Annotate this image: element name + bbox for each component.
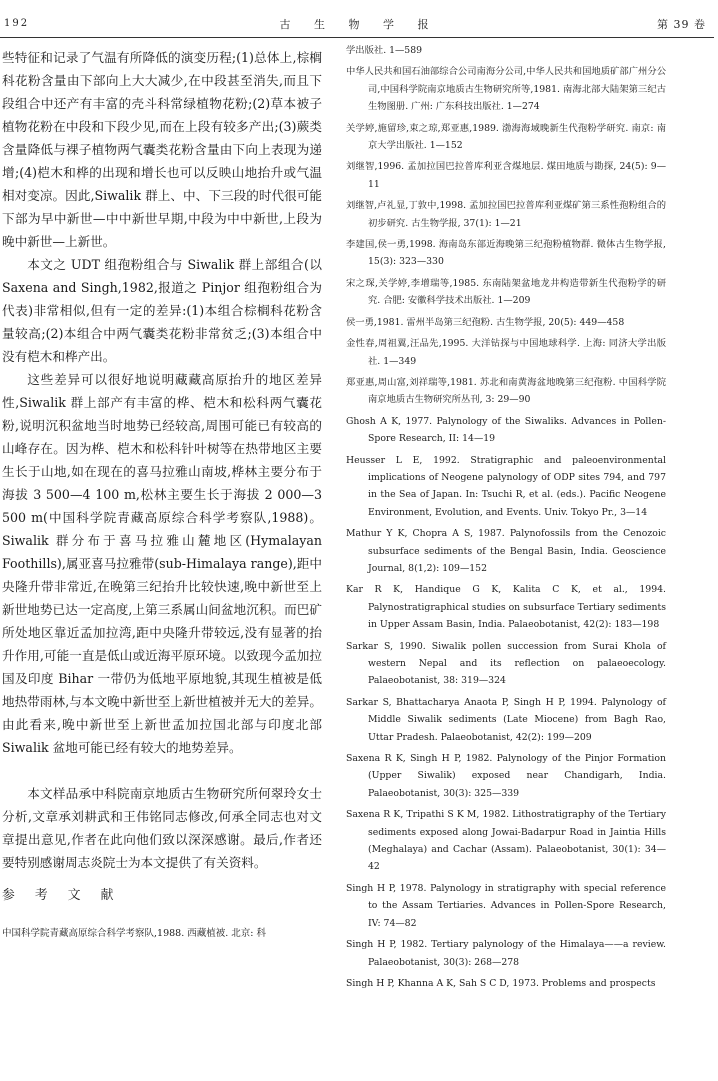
reference-entry: Mathur Y K, Chopra A S, 1987. Palynofossils from the Cenozoic subsurface sediments of the Bengal Basin, India. Geoscience Journal, 8(1,2): 109—152 <box>346 528 666 574</box>
references-column <box>346 42 666 996</box>
reference-entry: Singh H P, Khanna A K, Sah S C D, 1973. Problems and prospects <box>346 977 656 989</box>
reference-entry: 李建国,侯一勇,1998. 海南岛东部近海晚第三纪孢粉植物群. 微体古生物学报, 15(3): 323—330 <box>346 239 666 268</box>
reference-entry: 关学婷,施留珍,束之琼,郑亚惠,1989. 渤海海域晚新生代孢粉学研究. 南京: 南京大学出版社. 1—152 <box>346 122 666 152</box>
running-header <box>0 12 718 34</box>
journal-title: 古 生 物 学 报 <box>279 18 439 31</box>
paragraph-gap <box>2 759 322 782</box>
body-paragraph: 这些差异可以很好地说明藏藏高原抬升的地区差异性,Siwalik 群上部产有丰富的桦、桤木和松科两气囊花粉,说明沉积盆地当时地势已经较高,周围可能已有较高的山峰存在。因为桦、桤木和松科针叶树等在热带地区主要生长于山地,如在现在的喜马拉雅山南坡,桦林主要分布于海拔 3 500—4 100 m,松林主要生长于海拔 2 000—3 500 m(中国科学院青藏高原综合科学考察队,1988)。Siwalik 群分布于喜马拉雅山麓地区(Hymalayan Foothills),属亚喜马拉雅带(sub-Himalaya range),距中央隆升带非常近,在晚第三纪抬升比较快速,晚中新世至上新世地势已达一定高度,上第三系属山间盆地沉积。而巴矿所处地区靠近孟加拉湾,距中央隆升带较远,没有显著的抬升作用,可能一直是低山或近海平原环境。以致现今孟加拉国及印度 Bihar 一带仍为低地平原地貌,其现生植被是低地热带雨林,与本文晚中新世至上新世植被并无大的差异。由此看来,晚中新世至上新世孟加拉国北部与印度北部 Siwalik 盆地可能已经有较大的地势差异。 <box>2 372 322 755</box>
reference-entry: 宋之琛,关学婷,李增瑞等,1985. 东南陆架盆地龙井构造带新生代孢粉学的研究. 合肥: 安徽科学技术出版社. 1—209 <box>346 277 666 307</box>
reference-entry: 刘继智,1996. 孟加拉国巴拉普库利亚含煤地层. 煤田地质与勘探, 24(5): 9—11 <box>346 161 666 190</box>
reference-entry: Saxena R K, Tripathi S K M, 1982. Lithostratigraphy of the Tertiary sediments exposed along Jowai-Badarpur Road in Jaintia Hills (Meghalaya) and Cachar (Assam). Palaeobotanist, 30(1): 34—42 <box>346 809 666 873</box>
reference-entry: Singh H P, 1978. Palynology in stratigraphy with special reference to the Assam Tertiaries. Advances in Pollen-Spore Research, IV: 74—82 <box>346 882 666 929</box>
reference-entry: 中国科学院青藏高原综合科学考察队,1988. 西藏植被. 北京: 科 <box>2 928 266 939</box>
body-paragraph: 本文之 UDT 组孢粉组合与 Siwalik 群上部组合(以 Saxena and Singh,1982,报道之 Pinjor 组孢粉组合为代表)非常相似,但有一定的差异:(1)本组合棕榈科花粉含量较高;(2)本组合中两气囊类花粉非常贫乏;(3)本组合中没有桤木和桦产出。 <box>2 257 322 364</box>
reference-entry: 郑亚惠,周山富,刘祥瑞等,1981. 苏北和南黄海盆地晚第三纪孢粉. 中国科学院南京地质古生物研究所丛刊, 3: 29—90 <box>346 376 666 406</box>
reference-entry: 学出版社. 1—589 <box>346 45 423 56</box>
volume-label: 第 39 卷 <box>657 18 706 31</box>
reference-entry: Singh H P, 1982. Tertiary palynology of the Himalaya——a review. Palaeobotanist, 30(3): 268—278 <box>346 939 666 968</box>
reference-entry: Ghosh A K, 1977. Palynology of the Siwaliks. Advances in Pollen-Spore Research, II: 14—19 <box>346 415 666 445</box>
left-column <box>2 46 322 941</box>
reference-entry: 刘继智,卢礼显,丁敦中,1998. 孟加拉国巴拉普库利亚煤矿第三系性孢粉组合的初步研究. 古生物学报, 37(1): 1—21 <box>346 200 666 229</box>
reference-entry: Sarkar S, 1990. Siwalik pollen succession from Surai Khola of western Nepal and its reflection on palaeoecology. Palaeobotanist, 38: 319—324 <box>346 640 666 687</box>
body-paragraph: 些特征和记录了气温有所降低的演变历程;(1)总体上,棕榈科花粉含量由下部向上大大减少,在中段甚至消失,而且下段组合中还产有丰富的壳斗科常绿植物花粉;(2)草本被子植物花粉在中段和下段少见,而在上段有较多产出;(3)蕨类含量降低与裸子植物两气囊类花粉含量由下向上表现为递增;(4)桤木和桦的出现和增长也可以反映山地抬升或气温相对变凉。因此,Siwalik 群上、中、下三段的时代很可能下部为早中新世—中中新世早期,中段为中中新世,上段为晚中新世—上新世。 <box>2 50 322 249</box>
acknowledgement-paragraph: 本文样品承中科院南京地质古生物研究所何翠玲女士分析,文章承刘耕武和王伟铭同志修改,何承全同志也对文章提出意见,作者在此向他们致以深深感谢。最后,作者还要特别感谢周志炎院士为本文提供了有关资料。 <box>2 786 322 870</box>
reference-entry: 侯一勇,1981. 雷州半岛第三纪孢粉. 古生物学报, 20(5): 449—458 <box>346 316 625 328</box>
header-rule <box>0 37 714 38</box>
reference-entry: Saxena R K, Singh H P, 1982. Palynology of the Pinjor Formation (Upper Siwalik) exposed near Chandigarh, India. Palaeobotanist, 30(3): 325—339 <box>346 753 666 799</box>
page-number: 192 <box>4 18 30 29</box>
reference-entry: 金性春,周祖翼,汪品先,1995. 大洋钻探与中国地球科学. 上海: 同济大学出版社. 1—349 <box>346 338 666 367</box>
reference-entry: Sarkar S, Bhattacharya Anaota P, Singh H P, 1994. Palynology of Middle Siwalik sediments (Late Miocene) from Bagh Rao, Uttar Pradesh. Palaeobotanist, 42(2): 199—209 <box>346 696 666 743</box>
reference-entry: Kar R K, Handique G K, Kalita C K, et al., 1994. Palynostratigraphical studies on subsurface Tertiary sediments in Upper Assam Basin, India. Palaeobotanist, 42(2): 183—198 <box>346 584 667 631</box>
reference-entry: 中华人民共和国石油部综合公司南海分公司,中华人民共和国地质矿部广州分公司,中国科学院南京地质古生物研究所等,1981. 南海北部大陆架第三纪古生物图册. 广州: 广东科技出版社. 1—274 <box>346 66 666 113</box>
references-heading: 参 考 文 献 <box>2 888 122 903</box>
reference-entry: Heusser L E, 1992. Stratigraphic and paleoenvironmental implications of Neogene palynology of ODP sites 794, and 797 in the Sea of Japan. In: Tsuchi R, et al. (eds.). Pacific Neogene Environment, Evolution, and Events. Univ. Tokyo Pr., 3—14 <box>346 454 666 518</box>
